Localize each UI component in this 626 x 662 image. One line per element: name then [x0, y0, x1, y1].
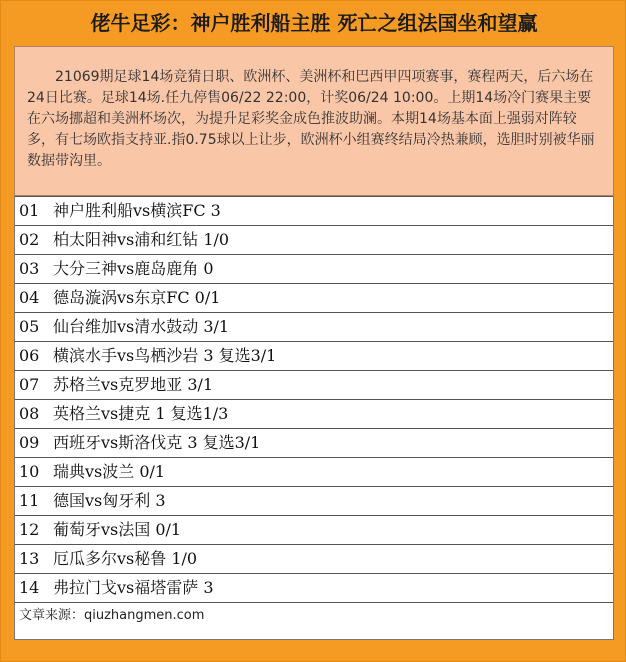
intro-paragraph: 21069期足球14场竞猜日职、欧洲杯、美洲杯和巴西甲四项赛事，赛程两天，后六场在24日比赛。足球14场.任九停售06/22 22:00，计奖06/24 10:00。上期14场冷门赛果主要在六场挪超和美洲杯场次，为提升足彩奖金成色推波助澜。本期14场基本面上强弱对阵较多，有七场欧指支持亚.指0.75球以上让步，欧洲杯小组赛终结局冷热兼顾，选胆时别被华丽数据带沟里。	[14, 46, 614, 196]
table-row	[15, 457, 613, 486]
match-number: 08	[19, 404, 40, 423]
match-text: 神户胜利船vs横滨FC 3	[53, 201, 221, 220]
match-text: 德岛漩涡vs东京FC 0/1	[53, 288, 221, 307]
match-number: 12	[19, 520, 40, 539]
table-row	[15, 573, 613, 602]
table-row	[15, 283, 613, 312]
match-number: 05	[19, 317, 40, 336]
match-number: 13	[19, 549, 40, 568]
table-row	[15, 515, 613, 544]
match-number: 10	[19, 462, 40, 481]
match-text: 横滨水手vs鸟栖沙岩 3 复选3/1	[53, 346, 277, 365]
match-number: 03	[19, 259, 40, 278]
table-row	[15, 196, 613, 225]
table-row	[15, 544, 613, 573]
match-number: 14	[19, 578, 40, 597]
match-number: 11	[19, 491, 40, 510]
match-text: 葡萄牙vs法国 0/1	[53, 520, 182, 539]
match-text: 仙台维加vs清水鼓动 3/1	[53, 317, 230, 336]
match-text: 大分三神vs鹿岛鹿角 0	[53, 259, 214, 278]
table-row	[15, 312, 613, 341]
page-title: 佬牛足彩：神户胜利船主胜 死亡之组法国坐和望赢	[90, 11, 538, 35]
match-text: 弗拉门戈vs福塔雷萨 3	[53, 578, 214, 597]
table-row	[15, 486, 613, 515]
match-number: 04	[19, 288, 40, 307]
match-text: 柏太阳神vs浦和红钻 1/0	[53, 230, 230, 249]
match-text: 厄瓜多尔vs秘鲁 1/0	[53, 549, 198, 568]
table-row	[15, 341, 613, 370]
table-row	[15, 225, 613, 254]
table-row	[15, 399, 613, 428]
match-text: 英格兰vs捷克 1 复选1/3	[53, 404, 229, 423]
match-text: 西班牙vs斯洛伐克 3 复选3/1	[53, 433, 261, 452]
match-number: 09	[19, 433, 40, 452]
match-table	[14, 196, 614, 640]
match-number: 06	[19, 346, 40, 365]
match-text: 苏格兰vs克罗地亚 3/1	[53, 375, 214, 394]
match-number: 01	[19, 201, 40, 220]
match-text: 德国vs匈牙利 3	[53, 491, 166, 510]
source-credit: 文章来源：qiuzhangmen.com	[15, 602, 613, 640]
table-row	[15, 254, 613, 283]
table-row	[15, 370, 613, 399]
match-number: 02	[19, 230, 40, 249]
match-text: 瑞典vs波兰 0/1	[53, 462, 166, 481]
table-row	[15, 428, 613, 457]
match-number: 07	[19, 375, 40, 394]
